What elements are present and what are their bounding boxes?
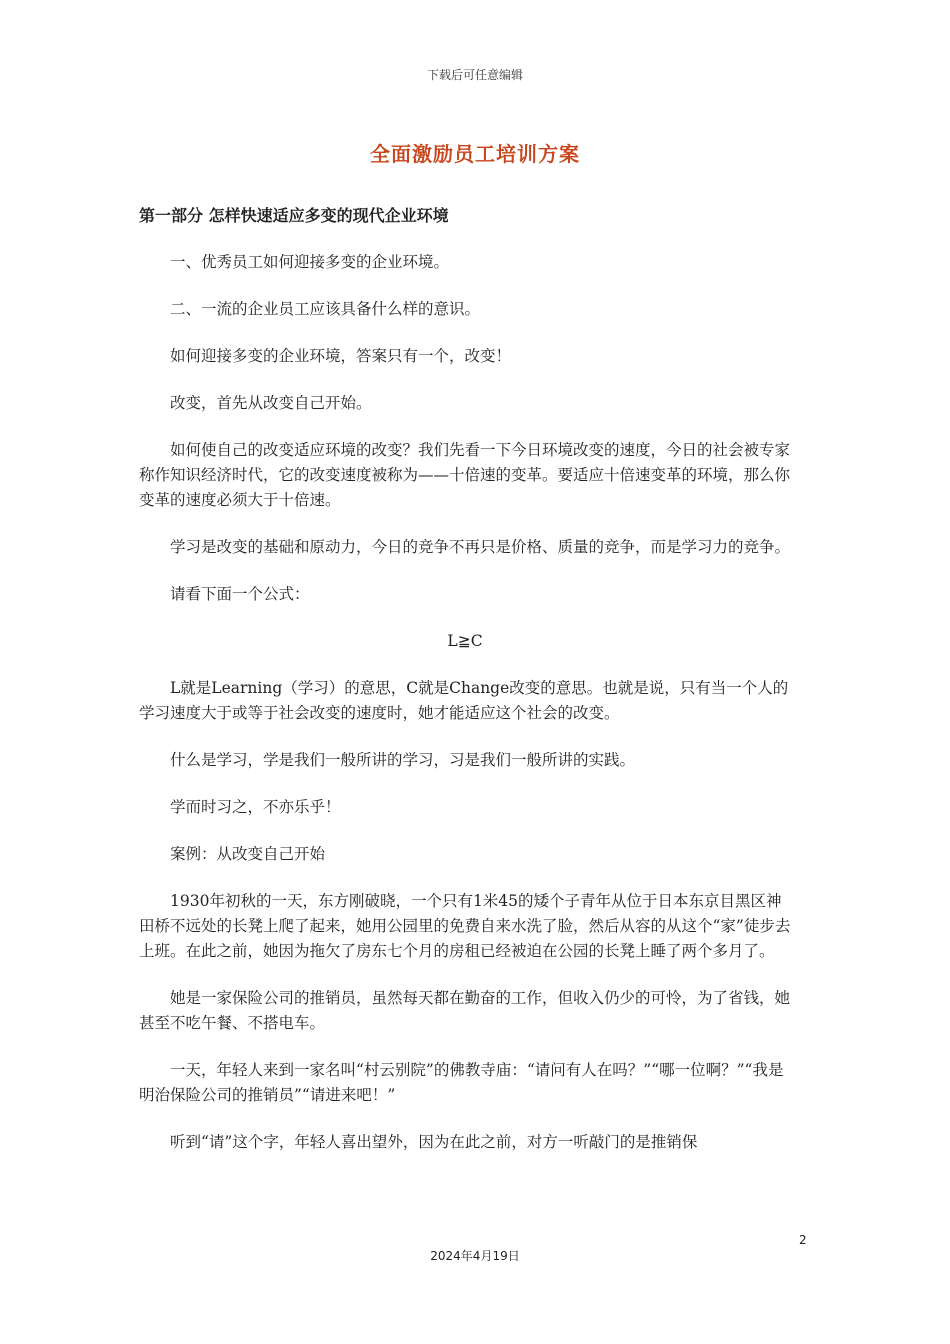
page-number: 2 <box>799 1233 807 1247</box>
paragraph: 学习是改变的基础和原动力，今日的竞争不再只是价格、质量的竞争，而是学习力的竞争。 <box>170 538 791 556</box>
paragraph: 一天，年轻人来到一家名叫“村云别院”的佛教寺庙：“请问有人在吗？”“哪一位啊？”“我是明治保险公司的推销员”“请进来吧！” <box>139 1061 784 1104</box>
paragraph: 听到“请”这个字，年轻人喜出望外，因为在此之前，对方一听敲门的是推销保 <box>170 1133 698 1151</box>
paragraph: 如何迎接多变的企业环境，答案只有一个，改变！ <box>170 347 512 365</box>
paragraph: 学而时习之，不亦乐乎！ <box>170 798 341 816</box>
paragraph: 二、一流的企业员工应该具备什么样的意识。 <box>170 300 481 318</box>
document-title: 全面激励员工培训方案 <box>370 142 580 166</box>
paragraph: 请看下面一个公式： <box>170 585 310 603</box>
page-header-note: 下载后可任意编辑 <box>426 68 523 82</box>
footer-date: 2024年4月19日 <box>430 1249 520 1263</box>
paragraph: 改变，首先从改变自己开始。 <box>170 394 372 412</box>
paragraph: 一、优秀员工如何迎接多变的企业环境。 <box>170 253 450 271</box>
paragraph: 案例：从改变自己开始 <box>170 845 326 863</box>
paragraph: 什么是学习，学是我们一般所讲的学习，习是我们一般所讲的实践。 <box>170 751 636 769</box>
document-body <box>139 203 791 1177</box>
section-heading: 第一部分 怎样快速适应多变的现代企业环境 <box>139 206 449 225</box>
paragraph: 1930年初秋的一天，东方刚破晓，一个只有1米45的矮个子青年从位于日本东京目黑区神田桥不远处的长凳上爬了起来，她用公园里的免费自来水洗了脸，然后从容的从这个“家”徒步去上班。在此之前，她因为拖欠了房东七个月的房租已经被迫在公园的长凳上睡了两个多月了。 <box>139 892 791 960</box>
paragraph: L就是Learning（学习）的意思，C就是Change改变的意思。也就是说，只有当一个人的学习速度大于或等于社会改变的速度时，她才能适应这个社会的改变。 <box>139 679 789 722</box>
formula: L≧C <box>447 632 483 650</box>
paragraph: 她是一家保险公司的推销员，虽然每天都在勤奋的工作，但收入仍少的可怜，为了省钱，她甚至不吃午餐、不搭电车。 <box>139 989 791 1032</box>
paragraph: 如何使自己的改变适应环境的改变？我们先看一下今日环境改变的速度，今日的社会被专家称作知识经济时代，它的改变速度被称为——十倍速的变革。要适应十倍速变革的环境，那么你变革的速度必须大于十倍速。 <box>139 441 791 509</box>
